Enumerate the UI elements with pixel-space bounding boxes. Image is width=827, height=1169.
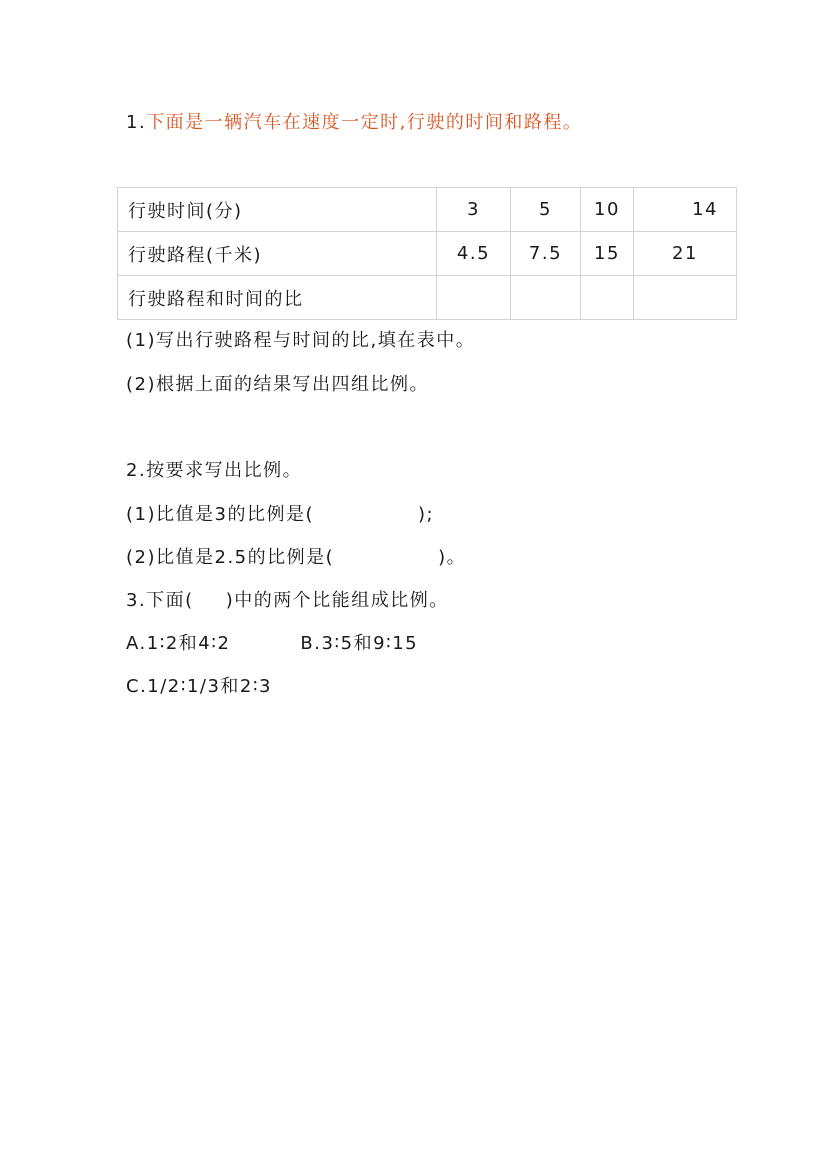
sub-1-close: ); bbox=[417, 504, 435, 525]
table-row bbox=[118, 188, 737, 232]
question-3-text: 3.下面( bbox=[126, 590, 194, 611]
question-1-title bbox=[126, 111, 582, 135]
row-label-distance: 行驶路程(千米) bbox=[118, 232, 437, 276]
answer-cell[interactable] bbox=[511, 276, 581, 320]
table-cell: 7.5 bbox=[511, 232, 581, 276]
row-label-ratio: 行驶路程和时间的比 bbox=[118, 276, 437, 320]
answer-cell[interactable] bbox=[437, 276, 511, 320]
answer-cell[interactable] bbox=[634, 276, 737, 320]
table-cell: 3 bbox=[437, 188, 511, 232]
table-cell: 4.5 bbox=[437, 232, 511, 276]
row-label-time: 行驶时间(分) bbox=[118, 188, 437, 232]
sub-2-text: (2)比值是2.5的比例是( bbox=[126, 547, 335, 568]
option-c[interactable]: C.1/2∶1/3和2∶3 bbox=[126, 676, 273, 697]
option-b[interactable]: B.3∶5和9∶15 bbox=[300, 633, 419, 654]
table-cell: 15 bbox=[581, 232, 634, 276]
travel-data-table bbox=[117, 187, 737, 320]
table-cell: 10 bbox=[581, 188, 634, 232]
table-cell: 21 bbox=[634, 232, 737, 276]
question-2-sub-2 bbox=[126, 546, 466, 570]
question-2-sub-1 bbox=[126, 503, 434, 527]
table-row bbox=[118, 232, 737, 276]
sub-2-close: )。 bbox=[438, 547, 467, 568]
question-1-sub-1: (1)写出行驶路程与时间的比,填在表中。 bbox=[126, 330, 476, 351]
question-1-number: 1. bbox=[126, 112, 147, 133]
option-a[interactable]: A.1∶2和4∶2 bbox=[126, 633, 231, 654]
question-1-sub-2: (2)根据上面的结果写出四组比例。 bbox=[126, 374, 429, 395]
question-3-title bbox=[126, 589, 449, 613]
answer-cell[interactable] bbox=[581, 276, 634, 320]
question-3-options-ab bbox=[126, 632, 418, 656]
question-3-text-end: )中的两个比能组成比例。 bbox=[225, 590, 449, 611]
table-row bbox=[118, 276, 737, 320]
table-cell: 5 bbox=[511, 188, 581, 232]
sub-1-text: (1)比值是3的比例是( bbox=[126, 504, 314, 525]
table-cell: 14 bbox=[634, 188, 737, 232]
question-1-prompt: 下面是一辆汽车在速度一定时,行驶的时间和路程。 bbox=[146, 112, 583, 133]
question-2-title: 2.按要求写出比例。 bbox=[126, 460, 303, 481]
